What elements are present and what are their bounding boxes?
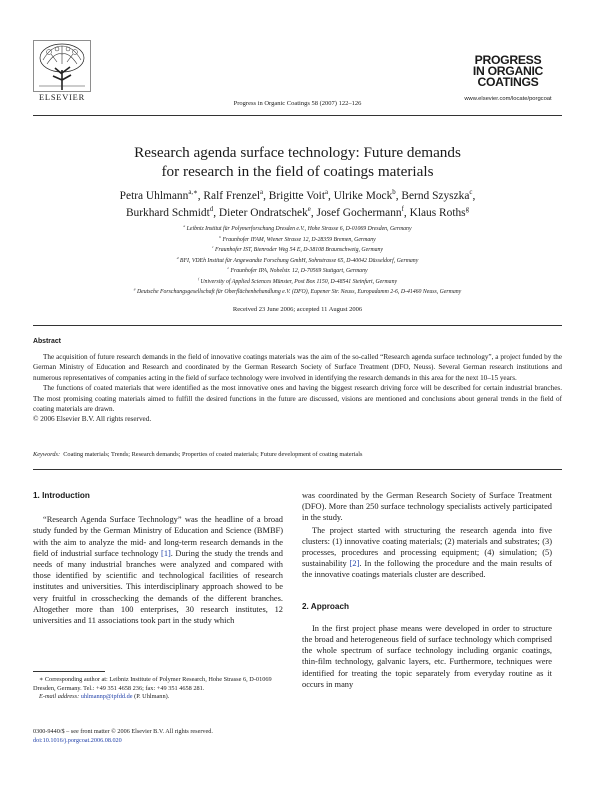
author-separator: , (197, 190, 204, 202)
affiliation-text: Fraunhofer IPA, Nobelstr. 12, D-70569 Stuttgart, Germany (230, 268, 368, 274)
title-line: for research in the field of coatings materials (161, 163, 434, 180)
affiliation-item (0, 287, 595, 298)
author-affil-mark[interactable]: a,∗ (188, 189, 198, 197)
abstract-heading: Abstract (33, 338, 61, 345)
author-affil-mark[interactable]: a (260, 189, 264, 197)
elsevier-tree-icon (33, 40, 91, 92)
affiliation-item (0, 277, 595, 288)
abstract-paragraph: The functions of coated materials that were identified as the most innovative ones and having the biggest research driving force will be described for certain industrial branches. The most promising coating materials aimed to fulfill the desired functions in the future are discussed, visions are mentioned and conclusions about general trends in the field of coating materials are drawn. (33, 384, 562, 414)
journal-logo-line: IN ORGANIC (472, 64, 544, 78)
footnote-text: ∗ Corresponding author at: Leibniz Institute of Polymer Research, Hohe Strasse 6, D-01069 Dresden, Germany. Tel.: +49 351 4658 236; fax: +49 351 4658 281. (33, 676, 272, 692)
abstract-body (33, 352, 562, 425)
article-title (0, 143, 595, 181)
journal-logo-line: PROGRESS (474, 53, 542, 67)
issn-line: 0300-9440/$ – see front matter © 2006 Elsevier B.V. All rights reserved. (33, 728, 213, 735)
author-name: Burkhard Schmidt (125, 207, 210, 219)
keywords-label: Keywords: (33, 451, 61, 458)
author-affil-mark[interactable]: d (209, 206, 214, 214)
body-paragraph (33, 514, 283, 626)
affiliation-item (0, 235, 595, 246)
author-affil-mark[interactable]: f (401, 206, 404, 214)
author-name: Ralf Frenzel (203, 190, 261, 202)
affiliation-text: BFI, VDEh Institut für Angewandte Forschung GmbH, Sohnstrasse 65, D-40042 Düsseldorf, Germany (179, 257, 419, 264)
author-name: Petra Uhlmann (119, 190, 189, 202)
author-affil-mark[interactable]: e (307, 206, 311, 214)
affiliation-text: University of Applied Sciences Münster, Post Box 1150, D-48541 Steinfurt, Germany (200, 278, 398, 285)
affiliation-mark: d (176, 255, 179, 260)
author-separator: , (310, 207, 317, 219)
affiliation-mark: a (183, 224, 186, 229)
email-suffix: (P. Uhlmann). (132, 693, 170, 701)
abstract-top-rule (33, 325, 562, 326)
email-link[interactable]: uhlmannp@ipfdd.de (80, 693, 133, 701)
footnote-email-line (33, 693, 283, 702)
affiliation-mark: f (197, 276, 199, 281)
abstract-bottom-rule (33, 469, 562, 470)
author-name: Bernd Szyszka (401, 190, 470, 202)
affiliation-mark: e (227, 266, 229, 271)
journal-logo-line: COATINGS (477, 75, 539, 89)
header-rule (33, 115, 562, 116)
author-name: Brigitte Voit (268, 190, 326, 202)
author-name: Klaus Roths (409, 207, 466, 219)
author-name: Josef Gochermann (316, 207, 402, 219)
body-text: . In the following the procedure and the main results of the innovative coatings materials cluster are described. (302, 559, 552, 580)
affiliation-mark: b (219, 234, 221, 239)
corresponding-author-footnote (33, 676, 283, 702)
author-line (0, 205, 595, 222)
author-affil-mark[interactable]: c (469, 189, 473, 197)
title-line: Research agenda surface technology: Future demands (134, 144, 461, 161)
journal-logo (464, 55, 552, 102)
affiliation-text: Fraunhofer IST, Bienroder Weg 54 E, D-38108 Braunschweig, Germany (214, 247, 384, 253)
body-text: The project started with structuring the research agenda into five clusters: (1) innovative coating materials; (2) materials and substrates; (3) processes, procedures and processing equipment; (4) simulation; (5) sustainability (302, 525, 552, 569)
affiliation-list (0, 224, 595, 298)
author-separator: , (472, 190, 476, 202)
author-affil-mark[interactable]: a (325, 189, 329, 197)
body-paragraph: was coordinated by the German Research Society of Surface Treatment (DFO). More than 250 surface technology specialists actively participated in the study. (302, 491, 552, 523)
author-separator: , (263, 190, 269, 202)
author-list (0, 188, 595, 222)
citation-link[interactable]: [1] (161, 548, 171, 558)
author-separator: , (328, 190, 334, 202)
journal-reference: Progress in Organic Coatings 58 (2007) 122–126 (233, 100, 362, 107)
body-text: . During the study the trends and needs of many industrial branches were analyzed and compared with those identified by scientific and technological facilities of research institutes and universities. This interdisciplinary approach showed to be very fruitful in crosschecking the demands of the different branches. Altogether more than 100 enterprises, 30 research institutes, 12 universities and 11 associations took part in the study which (33, 548, 283, 626)
affiliation-text: Deutsche Forschungsgesellschaft für Oberflächenbehandlung e.V. (DFO), Eupener Str. Neuss, Europadamm 2-6, D-41460 Neuss, Germany (136, 289, 462, 295)
author-separator: , (213, 207, 219, 219)
email-label: E-mail address: (39, 693, 80, 701)
elsevier-logo (26, 40, 98, 102)
front-matter-info (33, 727, 213, 745)
publisher-wordmark: ELSEVIER (39, 93, 85, 102)
section-heading-introduction: 1. Introduction (33, 491, 90, 500)
citation-link[interactable]: [2] (349, 559, 360, 569)
affiliation-text: Fraunhofer IFAM, Wiener Strasse 12, D-28359 Bremen, Germany (222, 236, 376, 243)
affiliation-mark: g (133, 287, 136, 292)
abstract-paragraph: The acquisition of future research demands in the field of innovative coatings materials was the aim of the so-called “Research agenda surface technology”, a project funded by the German Ministry of Education and Research and coordinated by the German Research Society of Surface Treatment (DFO, Neuss). Several German research institutions and numerous representatives of companies acting in the field of surface technology were involved in identifying the research demands in this area for the next 10–15 years. (33, 353, 562, 382)
author-line (0, 188, 595, 205)
author-name: Ulrike Mock (333, 190, 393, 202)
abstract-copyright: © 2006 Elsevier B.V. All rights reserved. (33, 415, 152, 424)
author-name: Dieter Ondratschek (218, 207, 308, 219)
author-separator: , (395, 190, 402, 202)
body-column-left (33, 490, 283, 626)
keywords (33, 451, 562, 458)
affiliation-mark: c (211, 245, 214, 250)
author-affil-mark[interactable]: g (465, 206, 470, 214)
affiliation-item (0, 224, 595, 235)
body-paragraph: In the first project phase means were developed in order to structure the broad and heterogeneous field of surface technology which comprised the whole spectrum of surface technology including organic coatings, thin-film technology, galvanic layers, etc. Furthermore, techniques were identified for treating the topic separately from everyday routine as it occurs in many (302, 623, 552, 689)
affiliation-item (0, 266, 595, 277)
body-paragraph (302, 525, 552, 581)
keywords-text: Coating materials; Trends; Research demands; Properties of coated materials; Future development of coating materials (63, 451, 363, 458)
journal-url[interactable]: www.elsevier.com/locate/porgcoat (464, 96, 552, 102)
doi-link[interactable]: doi:10.1016/j.porgcoat.2006.08.020 (33, 737, 122, 745)
affiliation-item (0, 245, 595, 256)
footnote-rule (33, 671, 105, 672)
article-dates: Received 23 June 2006; accepted 11 August 2006 (232, 306, 363, 313)
affiliation-item (0, 256, 595, 267)
body-text: “Research Agenda Surface Technology” was the headline of a broad study funded by the German Ministry of Education and Science (BMBF) with the aim to analyze the mid- and long-term research demands in the field of industrial surface technology (33, 515, 283, 558)
section-heading-approach: 2. Approach (302, 601, 350, 611)
affiliation-text: Leibniz Institut für Polymerforschung Dresden e.V., Hohe Strasse 6, D-01069 Dresden, Germany (186, 226, 412, 232)
author-affil-mark[interactable]: b (392, 189, 396, 197)
body-column-right (302, 490, 552, 690)
author-separator: , (403, 207, 410, 219)
